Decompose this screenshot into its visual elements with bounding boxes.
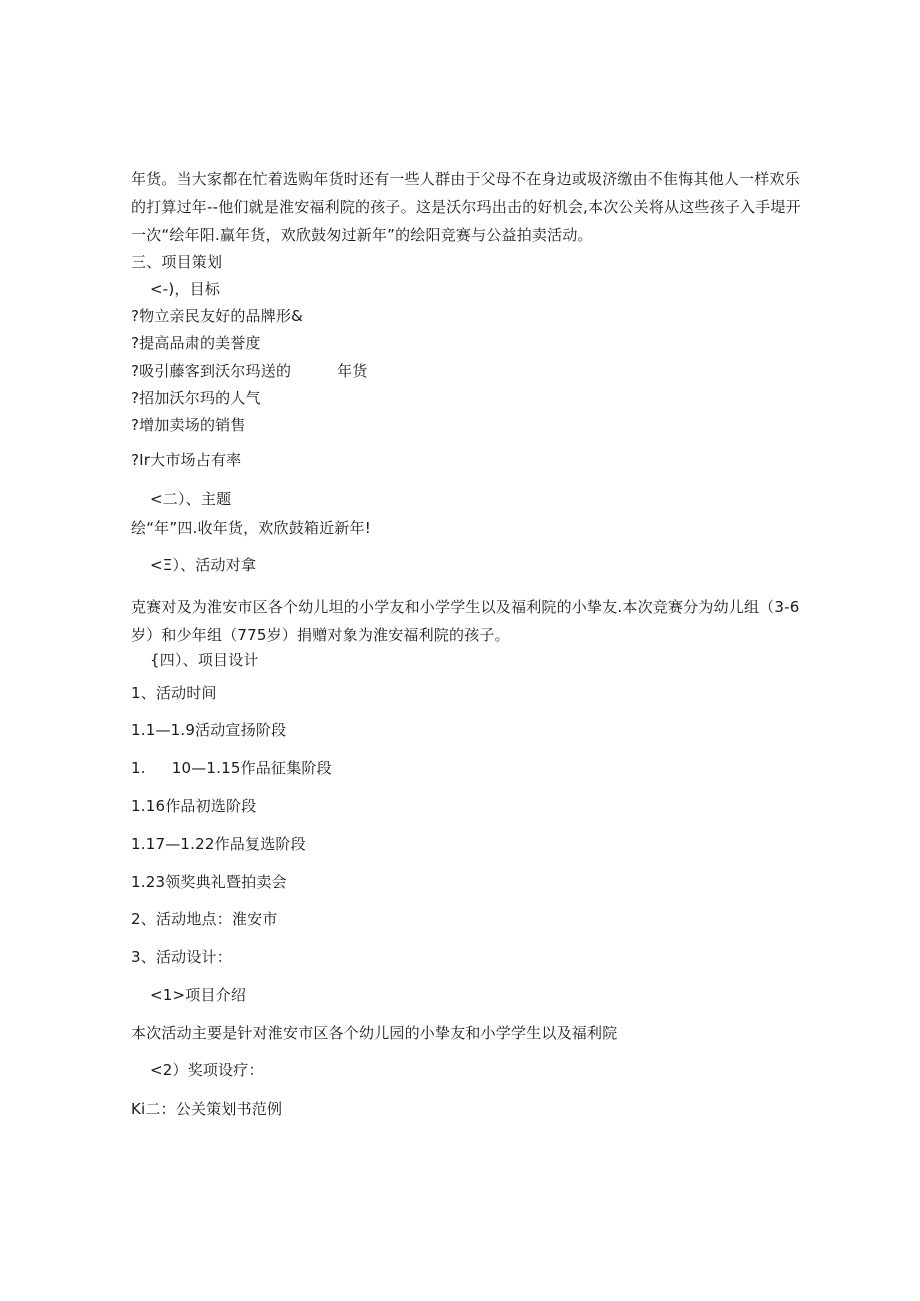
schedule-item-2 — [131, 758, 332, 778]
awards-heading: <2）奖项设疗： — [150, 1061, 264, 1079]
goal-item-6: ?Ir大市场占有率 — [131, 451, 242, 469]
goal-item-3-suffix: 年货 — [337, 362, 368, 380]
target-heading: <Ξ）、活动对拿 — [150, 556, 257, 574]
goal-item-3-text: ?吸引藤客到沃尔玛送的 — [131, 362, 292, 380]
goal-item-3 — [131, 361, 368, 381]
section-heading-project-plan: 三、项目策划 — [131, 253, 223, 271]
target-paragraph — [131, 593, 800, 649]
goal-item-2: ?提高品肃的美誉度 — [131, 334, 261, 352]
target-line-1: 克赛对及为淮安市区各个幼儿坦的小学友和小学学生以及福利院的小挚友.本次竞赛分为幼儿组（3-6 — [131, 598, 800, 616]
schedule-item-2-num: 1. — [131, 759, 146, 777]
goal-heading: <-)，目标 — [150, 280, 221, 298]
theme-heading: <二）、主题 — [150, 490, 232, 508]
intro-line-3: 一次“绘年阳.赢年货，欢欣鼓匆过新年”的绘阳竞赛与公益拍卖活动。 — [131, 226, 593, 244]
schedule-item-5: 1.23领奖典礼暨拍卖会 — [131, 873, 287, 891]
footer-title: Ki二：公关策划书范例 — [131, 1100, 283, 1118]
event-design: 3、活动设计： — [131, 948, 232, 966]
target-line-2: 岁）和少年组（775岁）捐赠对象为淮安福利院的孩子。 — [131, 626, 510, 644]
schedule-item-3: 1.16作品初选阶段 — [131, 797, 257, 815]
schedule-item-1: 1.1—1.9活动宣扬阶段 — [131, 721, 287, 739]
intro-line-2: 的打算过年--他们就是淮安福利院的孩子。这是沃尔玛出击的好机会,本次公关将从这些孩子入手堤开 — [131, 198, 801, 216]
goal-item-1: ?物立亲民友好的品牌形& — [131, 307, 304, 325]
project-intro-text: 本次活动主要是针对淮安市区各个幼儿园的小挚友和小学学生以及福利院 — [131, 1024, 618, 1042]
schedule-item-4: 1.17—1.22作品复选阶段 — [131, 835, 306, 853]
goal-item-4: ?招加沃尔玛的人气 — [131, 389, 261, 407]
design-heading: {四）、项目设计 — [150, 651, 259, 669]
time-heading: 1、活动时间 — [131, 684, 217, 702]
project-intro-heading: <1>项目介绍 — [150, 986, 247, 1004]
goal-item-5: ?增加卖场的销售 — [131, 416, 246, 434]
intro-line-1: 年货。当大家都在忙着选购年货时还有一些人群由于父母不在身边或圾济缴由不隹悔其他人一样欢乐 — [131, 170, 800, 188]
event-place: 2、活动地点：淮安市 — [131, 910, 278, 928]
theme-text: 绘“年”四.收年货，欢欣鼓箱近新年! — [131, 519, 371, 537]
schedule-item-2-text: 10—1.15作品征集阶段 — [171, 759, 332, 777]
intro-paragraph — [131, 165, 801, 249]
